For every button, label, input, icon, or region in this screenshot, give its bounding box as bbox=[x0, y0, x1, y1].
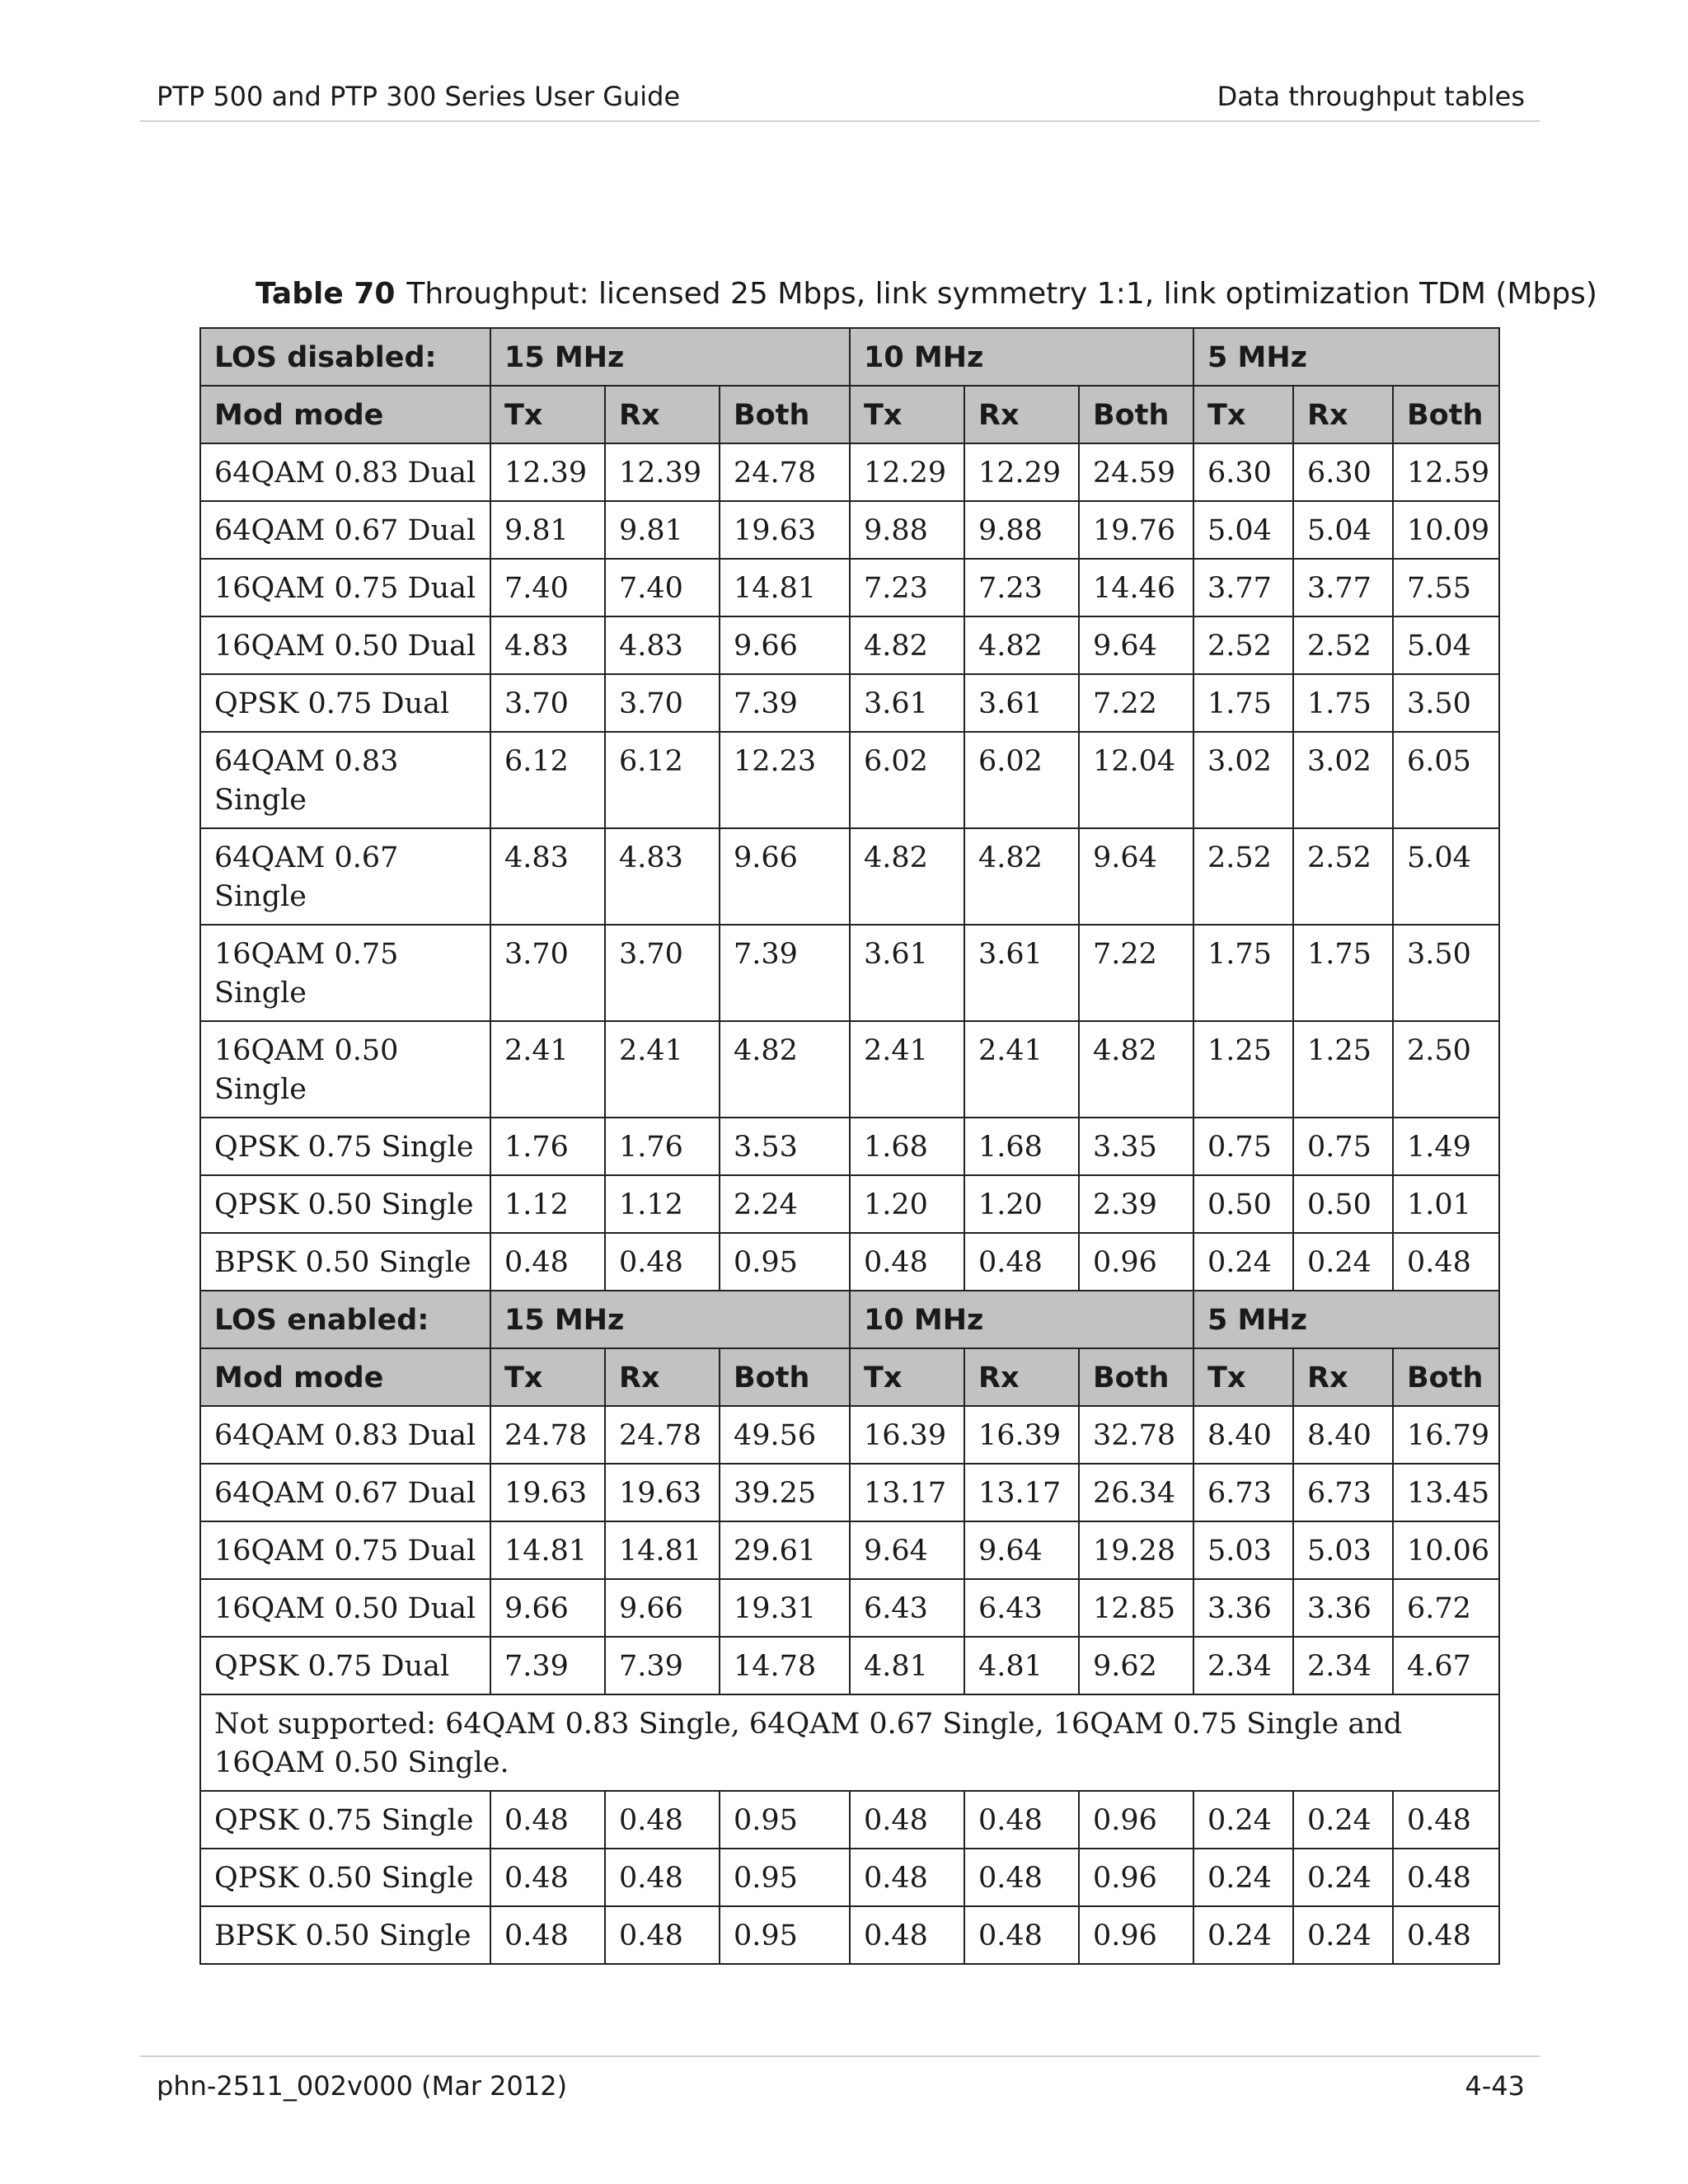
column-header: Tx bbox=[1193, 386, 1293, 443]
throughput-cell: 14.78 bbox=[720, 1637, 850, 1694]
band-header: 5 MHz bbox=[1193, 1291, 1499, 1348]
table-row bbox=[200, 616, 1499, 674]
header-section-title: Data throughput tables bbox=[1217, 81, 1525, 112]
throughput-cell: 0.48 bbox=[850, 1791, 964, 1849]
throughput-cell: 0.75 bbox=[1293, 1118, 1393, 1175]
throughput-cell: 13.17 bbox=[850, 1464, 964, 1521]
throughput-cell: 26.34 bbox=[1079, 1464, 1193, 1521]
throughput-cell: 9.64 bbox=[1079, 616, 1193, 674]
throughput-cell: 4.67 bbox=[1393, 1637, 1499, 1694]
table-row bbox=[200, 1406, 1499, 1464]
throughput-cell: 3.70 bbox=[605, 674, 720, 732]
table-row bbox=[200, 559, 1499, 616]
mod-mode-cell: QPSK 0.75 Single bbox=[200, 1118, 490, 1175]
mod-mode-cell: 64QAM 0.83 Dual bbox=[200, 1406, 490, 1464]
throughput-cell: 0.24 bbox=[1293, 1906, 1393, 1964]
throughput-cell: 4.82 bbox=[964, 828, 1079, 925]
section-title: LOS enabled: bbox=[200, 1291, 490, 1348]
throughput-cell: 12.39 bbox=[490, 443, 605, 501]
throughput-cell: 9.64 bbox=[964, 1521, 1079, 1579]
mod-mode-cell: 64QAM 0.83 Dual bbox=[200, 443, 490, 501]
mod-mode-header: Mod mode bbox=[200, 386, 490, 443]
column-header: Rx bbox=[605, 386, 720, 443]
throughput-cell: 1.75 bbox=[1293, 925, 1393, 1021]
throughput-cell: 2.34 bbox=[1193, 1637, 1293, 1694]
throughput-cell: 5.04 bbox=[1393, 828, 1499, 925]
throughput-cell: 4.82 bbox=[964, 616, 1079, 674]
throughput-cell: 6.05 bbox=[1393, 732, 1499, 828]
mod-mode-cell: QPSK 0.75 Dual bbox=[200, 674, 490, 732]
throughput-cell: 12.39 bbox=[605, 443, 720, 501]
throughput-cell: 0.48 bbox=[964, 1791, 1079, 1849]
not-supported-note: Not supported: 64QAM 0.83 Single, 64QAM 0.67 Single, 16QAM 0.75 Single and 16QAM 0.50 Single. bbox=[200, 1694, 1499, 1791]
throughput-cell: 2.41 bbox=[605, 1021, 720, 1118]
throughput-cell: 9.66 bbox=[720, 616, 850, 674]
throughput-cell: 2.52 bbox=[1293, 828, 1393, 925]
table-caption-label: Table 70 bbox=[256, 277, 396, 311]
table-row bbox=[200, 1521, 1499, 1579]
throughput-cell: 19.28 bbox=[1079, 1521, 1193, 1579]
throughput-cell: 14.81 bbox=[490, 1521, 605, 1579]
throughput-cell: 7.39 bbox=[490, 1637, 605, 1694]
throughput-cell: 2.41 bbox=[964, 1021, 1079, 1118]
throughput-cell: 7.22 bbox=[1079, 925, 1193, 1021]
throughput-cell: 0.50 bbox=[1193, 1175, 1293, 1233]
throughput-cell: 1.76 bbox=[605, 1118, 720, 1175]
throughput-cell: 0.48 bbox=[964, 1233, 1079, 1291]
throughput-cell: 7.40 bbox=[490, 559, 605, 616]
throughput-cell: 1.12 bbox=[490, 1175, 605, 1233]
throughput-cell: 4.82 bbox=[720, 1021, 850, 1118]
throughput-cell: 8.40 bbox=[1293, 1406, 1393, 1464]
throughput-cell: 0.75 bbox=[1193, 1118, 1293, 1175]
column-header: Tx bbox=[850, 386, 964, 443]
throughput-cell: 6.12 bbox=[605, 732, 720, 828]
table-row bbox=[200, 1579, 1499, 1637]
throughput-cell: 0.48 bbox=[964, 1849, 1079, 1906]
throughput-cell: 0.96 bbox=[1079, 1791, 1193, 1849]
throughput-cell: 12.23 bbox=[720, 732, 850, 828]
throughput-cell: 3.70 bbox=[605, 925, 720, 1021]
throughput-cell: 13.45 bbox=[1393, 1464, 1499, 1521]
throughput-cell: 6.02 bbox=[850, 732, 964, 828]
throughput-cell: 7.39 bbox=[720, 674, 850, 732]
throughput-cell: 3.77 bbox=[1293, 559, 1393, 616]
throughput-table-body bbox=[200, 328, 1499, 1964]
table-row bbox=[200, 1021, 1499, 1118]
throughput-cell: 2.52 bbox=[1193, 616, 1293, 674]
footer-page-number: 4-43 bbox=[1465, 2070, 1525, 2102]
table-row bbox=[200, 1118, 1499, 1175]
throughput-cell: 0.95 bbox=[720, 1906, 850, 1964]
throughput-cell: 0.48 bbox=[850, 1233, 964, 1291]
throughput-cell: 1.49 bbox=[1393, 1118, 1499, 1175]
band-header: 15 MHz bbox=[490, 328, 850, 386]
throughput-cell: 14.46 bbox=[1079, 559, 1193, 616]
throughput-cell: 0.48 bbox=[490, 1849, 605, 1906]
column-header: Rx bbox=[605, 1348, 720, 1406]
throughput-cell: 19.76 bbox=[1079, 501, 1193, 559]
mod-mode-cell: 16QAM 0.50 Dual bbox=[200, 616, 490, 674]
throughput-cell: 2.39 bbox=[1079, 1175, 1193, 1233]
mod-mode-cell: 16QAM 0.75 Single bbox=[200, 925, 490, 1021]
throughput-cell: 6.02 bbox=[964, 732, 1079, 828]
column-header: Tx bbox=[1193, 1348, 1293, 1406]
column-header: Rx bbox=[964, 1348, 1079, 1406]
table-row bbox=[200, 732, 1499, 828]
column-header: Both bbox=[1393, 386, 1499, 443]
throughput-cell: 2.41 bbox=[850, 1021, 964, 1118]
throughput-cell: 1.20 bbox=[850, 1175, 964, 1233]
mod-mode-cell: 64QAM 0.67 Dual bbox=[200, 501, 490, 559]
throughput-cell: 4.81 bbox=[964, 1637, 1079, 1694]
column-header: Tx bbox=[850, 1348, 964, 1406]
throughput-cell: 0.48 bbox=[605, 1849, 720, 1906]
mod-mode-cell: 64QAM 0.67 Single bbox=[200, 828, 490, 925]
throughput-cell: 1.25 bbox=[1293, 1021, 1393, 1118]
mod-mode-cell: 64QAM 0.83 Single bbox=[200, 732, 490, 828]
table-row bbox=[200, 1233, 1499, 1291]
throughput-cell: 3.36 bbox=[1293, 1579, 1393, 1637]
throughput-cell: 9.81 bbox=[605, 501, 720, 559]
throughput-cell: 3.36 bbox=[1193, 1579, 1293, 1637]
throughput-cell: 2.41 bbox=[490, 1021, 605, 1118]
throughput-cell: 0.48 bbox=[1393, 1791, 1499, 1849]
throughput-cell: 3.02 bbox=[1293, 732, 1393, 828]
throughput-cell: 0.48 bbox=[850, 1906, 964, 1964]
page-footer bbox=[140, 2055, 1540, 2107]
throughput-cell: 2.52 bbox=[1193, 828, 1293, 925]
throughput-cell: 0.24 bbox=[1193, 1849, 1293, 1906]
throughput-cell: 24.78 bbox=[720, 443, 850, 501]
throughput-cell: 0.24 bbox=[1293, 1791, 1393, 1849]
throughput-cell: 0.96 bbox=[1079, 1849, 1193, 1906]
throughput-cell: 0.48 bbox=[1393, 1849, 1499, 1906]
table-row bbox=[200, 443, 1499, 501]
throughput-cell: 3.61 bbox=[850, 925, 964, 1021]
throughput-cell: 1.75 bbox=[1293, 674, 1393, 732]
throughput-cell: 0.95 bbox=[720, 1233, 850, 1291]
throughput-cell: 0.96 bbox=[1079, 1906, 1193, 1964]
throughput-cell: 4.83 bbox=[490, 828, 605, 925]
throughput-cell: 0.48 bbox=[490, 1791, 605, 1849]
table-row bbox=[200, 674, 1499, 732]
throughput-table bbox=[199, 327, 1500, 1965]
section-title: LOS disabled: bbox=[200, 328, 490, 386]
column-header: Both bbox=[1079, 386, 1193, 443]
mod-mode-header: Mod mode bbox=[200, 1348, 490, 1406]
table-row bbox=[200, 1175, 1499, 1233]
throughput-cell: 7.22 bbox=[1079, 674, 1193, 732]
table-row bbox=[200, 1464, 1499, 1521]
throughput-cell: 3.53 bbox=[720, 1118, 850, 1175]
throughput-cell: 2.34 bbox=[1293, 1637, 1393, 1694]
throughput-cell: 6.12 bbox=[490, 732, 605, 828]
throughput-cell: 12.59 bbox=[1393, 443, 1499, 501]
throughput-cell: 9.66 bbox=[490, 1579, 605, 1637]
throughput-cell: 7.39 bbox=[605, 1637, 720, 1694]
table-caption-text: Throughput: licensed 25 Mbps, link symmetry 1:1, link optimization TDM (Mbps) bbox=[406, 277, 1597, 311]
throughput-cell: 49.56 bbox=[720, 1406, 850, 1464]
throughput-cell: 1.75 bbox=[1193, 674, 1293, 732]
header-document-title: PTP 500 and PTP 300 Series User Guide bbox=[157, 81, 681, 112]
page-header bbox=[140, 74, 1540, 122]
throughput-cell: 6.30 bbox=[1193, 443, 1293, 501]
mod-mode-cell: QPSK 0.50 Single bbox=[200, 1849, 490, 1906]
table-row bbox=[200, 925, 1499, 1021]
throughput-cell: 0.50 bbox=[1293, 1175, 1393, 1233]
throughput-cell: 3.70 bbox=[490, 925, 605, 1021]
mod-mode-cell: 16QAM 0.50 Single bbox=[200, 1021, 490, 1118]
throughput-cell: 12.29 bbox=[850, 443, 964, 501]
throughput-cell: 3.61 bbox=[850, 674, 964, 732]
throughput-cell: 14.81 bbox=[720, 559, 850, 616]
throughput-cell: 4.83 bbox=[490, 616, 605, 674]
throughput-cell: 32.78 bbox=[1079, 1406, 1193, 1464]
throughput-cell: 39.25 bbox=[720, 1464, 850, 1521]
throughput-cell: 1.20 bbox=[964, 1175, 1079, 1233]
throughput-cell: 2.50 bbox=[1393, 1021, 1499, 1118]
throughput-cell: 7.40 bbox=[605, 559, 720, 616]
throughput-cell: 29.61 bbox=[720, 1521, 850, 1579]
throughput-cell: 3.50 bbox=[1393, 674, 1499, 732]
mod-mode-cell: BPSK 0.50 Single bbox=[200, 1906, 490, 1964]
throughput-cell: 6.73 bbox=[1193, 1464, 1293, 1521]
throughput-cell: 0.48 bbox=[1393, 1906, 1499, 1964]
column-header: Rx bbox=[1293, 1348, 1393, 1406]
column-header: Tx bbox=[490, 386, 605, 443]
throughput-cell: 7.23 bbox=[964, 559, 1079, 616]
mod-mode-cell: 16QAM 0.75 Dual bbox=[200, 1521, 490, 1579]
mod-mode-cell: QPSK 0.75 Dual bbox=[200, 1637, 490, 1694]
throughput-cell: 12.04 bbox=[1079, 732, 1193, 828]
throughput-cell: 3.35 bbox=[1079, 1118, 1193, 1175]
throughput-cell: 1.68 bbox=[964, 1118, 1079, 1175]
throughput-cell: 9.88 bbox=[850, 501, 964, 559]
note-row bbox=[200, 1694, 1499, 1791]
throughput-cell: 9.64 bbox=[1079, 828, 1193, 925]
throughput-cell: 9.62 bbox=[1079, 1637, 1193, 1694]
throughput-cell: 4.82 bbox=[850, 616, 964, 674]
throughput-cell: 8.40 bbox=[1193, 1406, 1293, 1464]
table-row bbox=[200, 1637, 1499, 1694]
throughput-cell: 6.73 bbox=[1293, 1464, 1393, 1521]
throughput-cell: 0.24 bbox=[1193, 1233, 1293, 1291]
throughput-cell: 4.82 bbox=[850, 828, 964, 925]
throughput-cell: 9.88 bbox=[964, 501, 1079, 559]
throughput-cell: 3.77 bbox=[1193, 559, 1293, 616]
throughput-cell: 3.61 bbox=[964, 674, 1079, 732]
throughput-cell: 7.39 bbox=[720, 925, 850, 1021]
throughput-cell: 19.63 bbox=[605, 1464, 720, 1521]
throughput-cell: 6.72 bbox=[1393, 1579, 1499, 1637]
throughput-cell: 12.85 bbox=[1079, 1579, 1193, 1637]
table-row bbox=[200, 828, 1499, 925]
throughput-cell: 0.24 bbox=[1293, 1849, 1393, 1906]
throughput-cell: 1.75 bbox=[1193, 925, 1293, 1021]
throughput-cell: 0.48 bbox=[490, 1233, 605, 1291]
throughput-cell: 7.23 bbox=[850, 559, 964, 616]
throughput-cell: 24.59 bbox=[1079, 443, 1193, 501]
throughput-cell: 5.03 bbox=[1193, 1521, 1293, 1579]
throughput-cell: 6.30 bbox=[1293, 443, 1393, 501]
throughput-cell: 5.04 bbox=[1293, 501, 1393, 559]
table-row bbox=[200, 1791, 1499, 1849]
throughput-cell: 13.17 bbox=[964, 1464, 1079, 1521]
throughput-cell: 4.81 bbox=[850, 1637, 964, 1694]
throughput-cell: 12.29 bbox=[964, 443, 1079, 501]
throughput-cell: 4.82 bbox=[1079, 1021, 1193, 1118]
throughput-cell: 2.52 bbox=[1293, 616, 1393, 674]
column-header: Rx bbox=[964, 386, 1079, 443]
column-header-row bbox=[200, 1348, 1499, 1406]
table-caption bbox=[256, 277, 1597, 311]
column-header: Tx bbox=[490, 1348, 605, 1406]
mod-mode-cell: 16QAM 0.75 Dual bbox=[200, 559, 490, 616]
throughput-cell: 0.95 bbox=[720, 1849, 850, 1906]
throughput-cell: 1.12 bbox=[605, 1175, 720, 1233]
throughput-cell: 9.66 bbox=[720, 828, 850, 925]
table-row bbox=[200, 1849, 1499, 1906]
column-header: Both bbox=[720, 386, 850, 443]
throughput-cell: 0.48 bbox=[850, 1849, 964, 1906]
throughput-cell: 0.48 bbox=[1393, 1233, 1499, 1291]
throughput-cell: 5.04 bbox=[1193, 501, 1293, 559]
section-header-row bbox=[200, 328, 1499, 386]
column-header: Both bbox=[1079, 1348, 1193, 1406]
band-header: 5 MHz bbox=[1193, 328, 1499, 386]
mod-mode-cell: BPSK 0.50 Single bbox=[200, 1233, 490, 1291]
throughput-cell: 19.63 bbox=[720, 501, 850, 559]
throughput-cell: 7.55 bbox=[1393, 559, 1499, 616]
mod-mode-cell: QPSK 0.50 Single bbox=[200, 1175, 490, 1233]
throughput-cell: 24.78 bbox=[490, 1406, 605, 1464]
column-header: Both bbox=[720, 1348, 850, 1406]
column-header-row bbox=[200, 386, 1499, 443]
mod-mode-cell: 64QAM 0.67 Dual bbox=[200, 1464, 490, 1521]
throughput-cell: 3.70 bbox=[490, 674, 605, 732]
throughput-cell: 0.95 bbox=[720, 1791, 850, 1849]
throughput-cell: 19.31 bbox=[720, 1579, 850, 1637]
throughput-cell: 5.04 bbox=[1393, 616, 1499, 674]
column-header: Both bbox=[1393, 1348, 1499, 1406]
throughput-cell: 0.48 bbox=[605, 1233, 720, 1291]
throughput-cell: 1.01 bbox=[1393, 1175, 1499, 1233]
throughput-cell: 19.63 bbox=[490, 1464, 605, 1521]
throughput-cell: 10.09 bbox=[1393, 501, 1499, 559]
throughput-cell: 9.64 bbox=[850, 1521, 964, 1579]
throughput-cell: 0.48 bbox=[490, 1906, 605, 1964]
throughput-cell: 1.68 bbox=[850, 1118, 964, 1175]
throughput-cell: 16.79 bbox=[1393, 1406, 1499, 1464]
throughput-cell: 16.39 bbox=[964, 1406, 1079, 1464]
throughput-cell: 4.83 bbox=[605, 828, 720, 925]
throughput-cell: 24.78 bbox=[605, 1406, 720, 1464]
throughput-cell: 1.25 bbox=[1193, 1021, 1293, 1118]
throughput-cell: 0.24 bbox=[1193, 1906, 1293, 1964]
band-header: 15 MHz bbox=[490, 1291, 850, 1348]
throughput-cell: 3.61 bbox=[964, 925, 1079, 1021]
table-row bbox=[200, 501, 1499, 559]
throughput-cell: 2.24 bbox=[720, 1175, 850, 1233]
throughput-cell: 0.48 bbox=[605, 1791, 720, 1849]
throughput-cell: 1.76 bbox=[490, 1118, 605, 1175]
mod-mode-cell: 16QAM 0.50 Dual bbox=[200, 1579, 490, 1637]
footer-document-id: phn-2511_002v000 (Mar 2012) bbox=[157, 2070, 568, 2102]
throughput-cell: 9.81 bbox=[490, 501, 605, 559]
throughput-cell: 0.48 bbox=[605, 1906, 720, 1964]
throughput-cell: 3.50 bbox=[1393, 925, 1499, 1021]
throughput-cell: 0.48 bbox=[964, 1906, 1079, 1964]
throughput-cell: 6.43 bbox=[964, 1579, 1079, 1637]
band-header: 10 MHz bbox=[850, 328, 1193, 386]
band-header: 10 MHz bbox=[850, 1291, 1193, 1348]
throughput-cell: 4.83 bbox=[605, 616, 720, 674]
throughput-cell: 16.39 bbox=[850, 1406, 964, 1464]
throughput-cell: 5.03 bbox=[1293, 1521, 1393, 1579]
throughput-cell: 14.81 bbox=[605, 1521, 720, 1579]
table-row bbox=[200, 1906, 1499, 1964]
throughput-cell: 6.43 bbox=[850, 1579, 964, 1637]
column-header: Rx bbox=[1293, 386, 1393, 443]
throughput-cell: 0.96 bbox=[1079, 1233, 1193, 1291]
throughput-cell: 9.66 bbox=[605, 1579, 720, 1637]
throughput-cell: 0.24 bbox=[1293, 1233, 1393, 1291]
throughput-cell: 3.02 bbox=[1193, 732, 1293, 828]
mod-mode-cell: QPSK 0.75 Single bbox=[200, 1791, 490, 1849]
section-header-row bbox=[200, 1291, 1499, 1348]
throughput-cell: 0.24 bbox=[1193, 1791, 1293, 1849]
throughput-cell: 10.06 bbox=[1393, 1521, 1499, 1579]
